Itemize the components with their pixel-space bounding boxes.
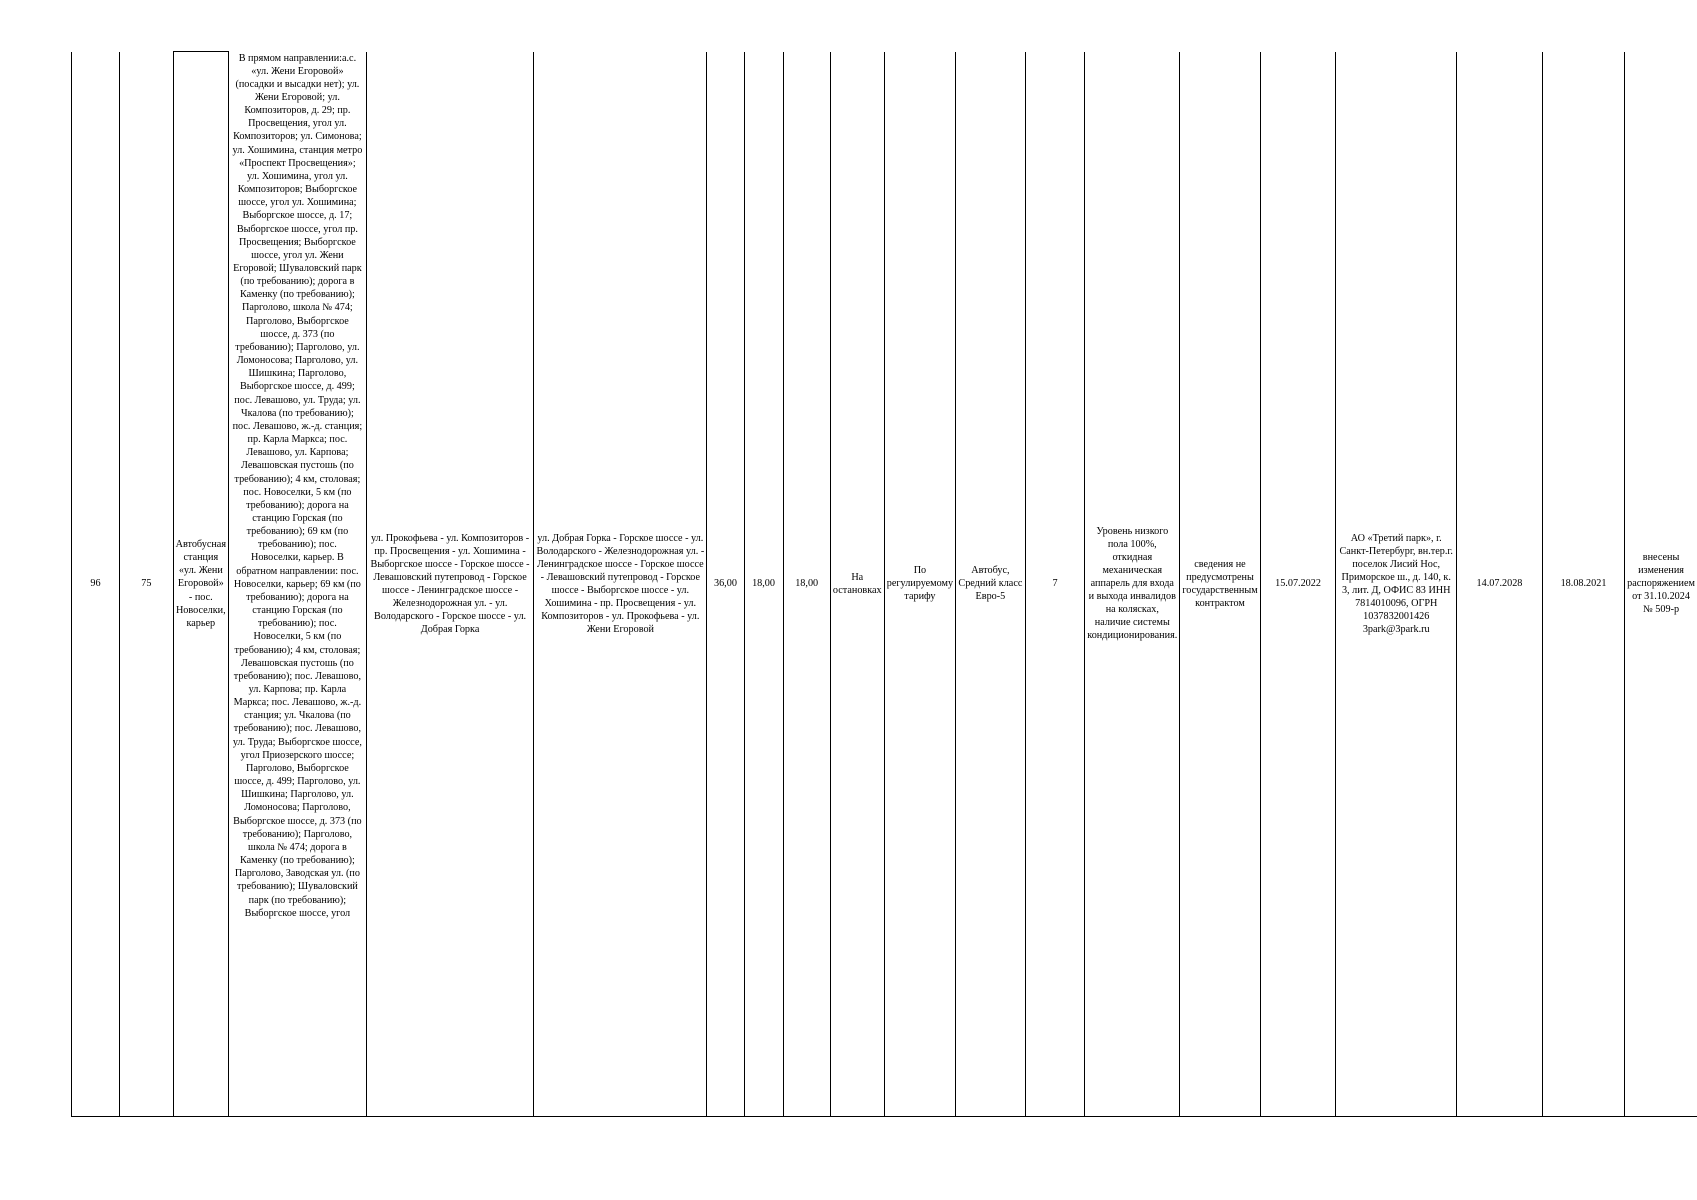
- changes-note: внесены изменения распоряжением от 31.10.2024 № 509-р: [1625, 52, 1697, 1117]
- length-forward: 36,00: [707, 52, 744, 1117]
- end-date: 14.07.2028: [1457, 52, 1543, 1117]
- contract-info: сведения не предусмотрены государственным контрактом: [1180, 52, 1260, 1117]
- table-row: [72, 52, 1697, 1117]
- vehicle-count: 7: [1025, 52, 1085, 1117]
- route-stops: В прямом направлении:а.с. «ул. Жени Егоровой» (посадки и высадки нет); ул. Жени Егоровой; ул. Композиторов, д. 29; пр. Просвещения, угол ул. Композиторов; ул. Симонова; ул. Хошимина, станция метро «Проспект Просвещения»; ул. Хошимина, угол ул. Композиторов; Выборгское шоссе, угол ул. Хошимина; Выборгское шоссе, д. 17; Выборгское шоссе, угол пр. Просвещения; Выборгское шоссе, угол ул. Жени Егоровой; Шуваловский парк (по требованию); дорога в Каменку (по требованию); Парголово, школа № 474; Парголово, Выборгское шоссе, д. 373 (по требованию); Парголово, ул. Ломоносова; Парголово, ул. Шишкина; Парголово, Выборгское шоссе, д. 499; пос. Левашово, ул. Труда; ул. Чкалова (по требованию); пос. Левашово, ж.-д. станция; пр. Карла Маркса; пос. Левашово, ул. Карпова; Левашовская пустошь (по требованию); 4 км, столовая; пос. Новоселки, 5 км (по требованию); дорога на станцию Горская (по требованию); 69 км (по требованию); пос. Новоселки, карьер. В обратном направлении: пос. Новоселки, карьер; 69 км (по требованию); дорога на станцию Горская (по требованию); пос. Новоселки, 5 км (по требованию); 4 км, столовая; Левашовская пустошь (по требованию); пос. Левашово, ул. Карпова; пр. Карла Маркса; пос. Левашово, ж.-д. станция; ул. Чкалова (по требованию); пос. Левашово, ул. Труда; Выборгское шоссе, угол Приозерского шоссе; Парголово, Выборгское шоссе, д. 499; Парголово, ул. Шишкина; Парголово, ул. Ломоносова; Парголово, Выборгское шоссе, д. 373 (по требованию); Парголово, школа № 474; дорога в Каменку (по требованию); Парголово, Заводская ул. (по требованию); Шуваловский парк (по требованию); Выборгское шоссе, угол: [232, 52, 363, 919]
- carrier-info: АО «Третий парк», г. Санкт-Петербург, вн.тер.г. поселок Лисий Нос, Приморское ш., д. 140, к. 3, лит. Д, ОФИС 83 ИНН 7814010096, ОГРН 1037832001426 3park@3park.ru: [1336, 52, 1457, 1117]
- row-index: 96: [72, 52, 120, 1117]
- route-name: Автобусная станция «ул. Жени Егоровой» - пос. Новоселки, карьер: [173, 52, 228, 1117]
- vehicle-type: Автобус, Средний класс Евро-5: [956, 52, 1026, 1117]
- length-backward: 18,00: [744, 52, 783, 1117]
- streets-forward: ул. Прокофьева - ул. Композиторов - пр. Просвещения - ул. Хошимина - Выборгское шоссе - Горское шоссе - Левашовский путепровод - Горское шоссе - Ленинградское шоссе - Железнодорожная ул. - ул. Володарского - Горское шоссе - ул. Добрая Горка: [366, 52, 534, 1117]
- route-stops-cell: [229, 52, 367, 1117]
- registry-date: 18.08.2021: [1542, 52, 1624, 1117]
- length-total: 18,00: [783, 52, 830, 1117]
- streets-backward: ул. Добрая Горка - Горское шоссе - ул. Володарского - Железнодорожная ул. - Ленинградское шоссе - Горское шоссе - Левашовский путепровод - Горское шоссе - Выборгское шоссе - ул. Хошимина - пр. Просвещения - ул. Композиторов - ул. Прокофьева - ул. Жени Егоровой: [534, 52, 707, 1117]
- route-registry-table: [71, 51, 1697, 1117]
- vehicle-features: Уровень низкого пола 100%, откидная механическая аппарель для входа и выхода инвалидов на колясках, наличие системы кондиционирования.: [1085, 52, 1180, 1117]
- boarding-order: На остановках: [830, 52, 884, 1117]
- fare-type: По регулируемому тарифу: [884, 52, 955, 1117]
- start-date: 15.07.2022: [1260, 52, 1336, 1117]
- route-number: 75: [120, 52, 174, 1117]
